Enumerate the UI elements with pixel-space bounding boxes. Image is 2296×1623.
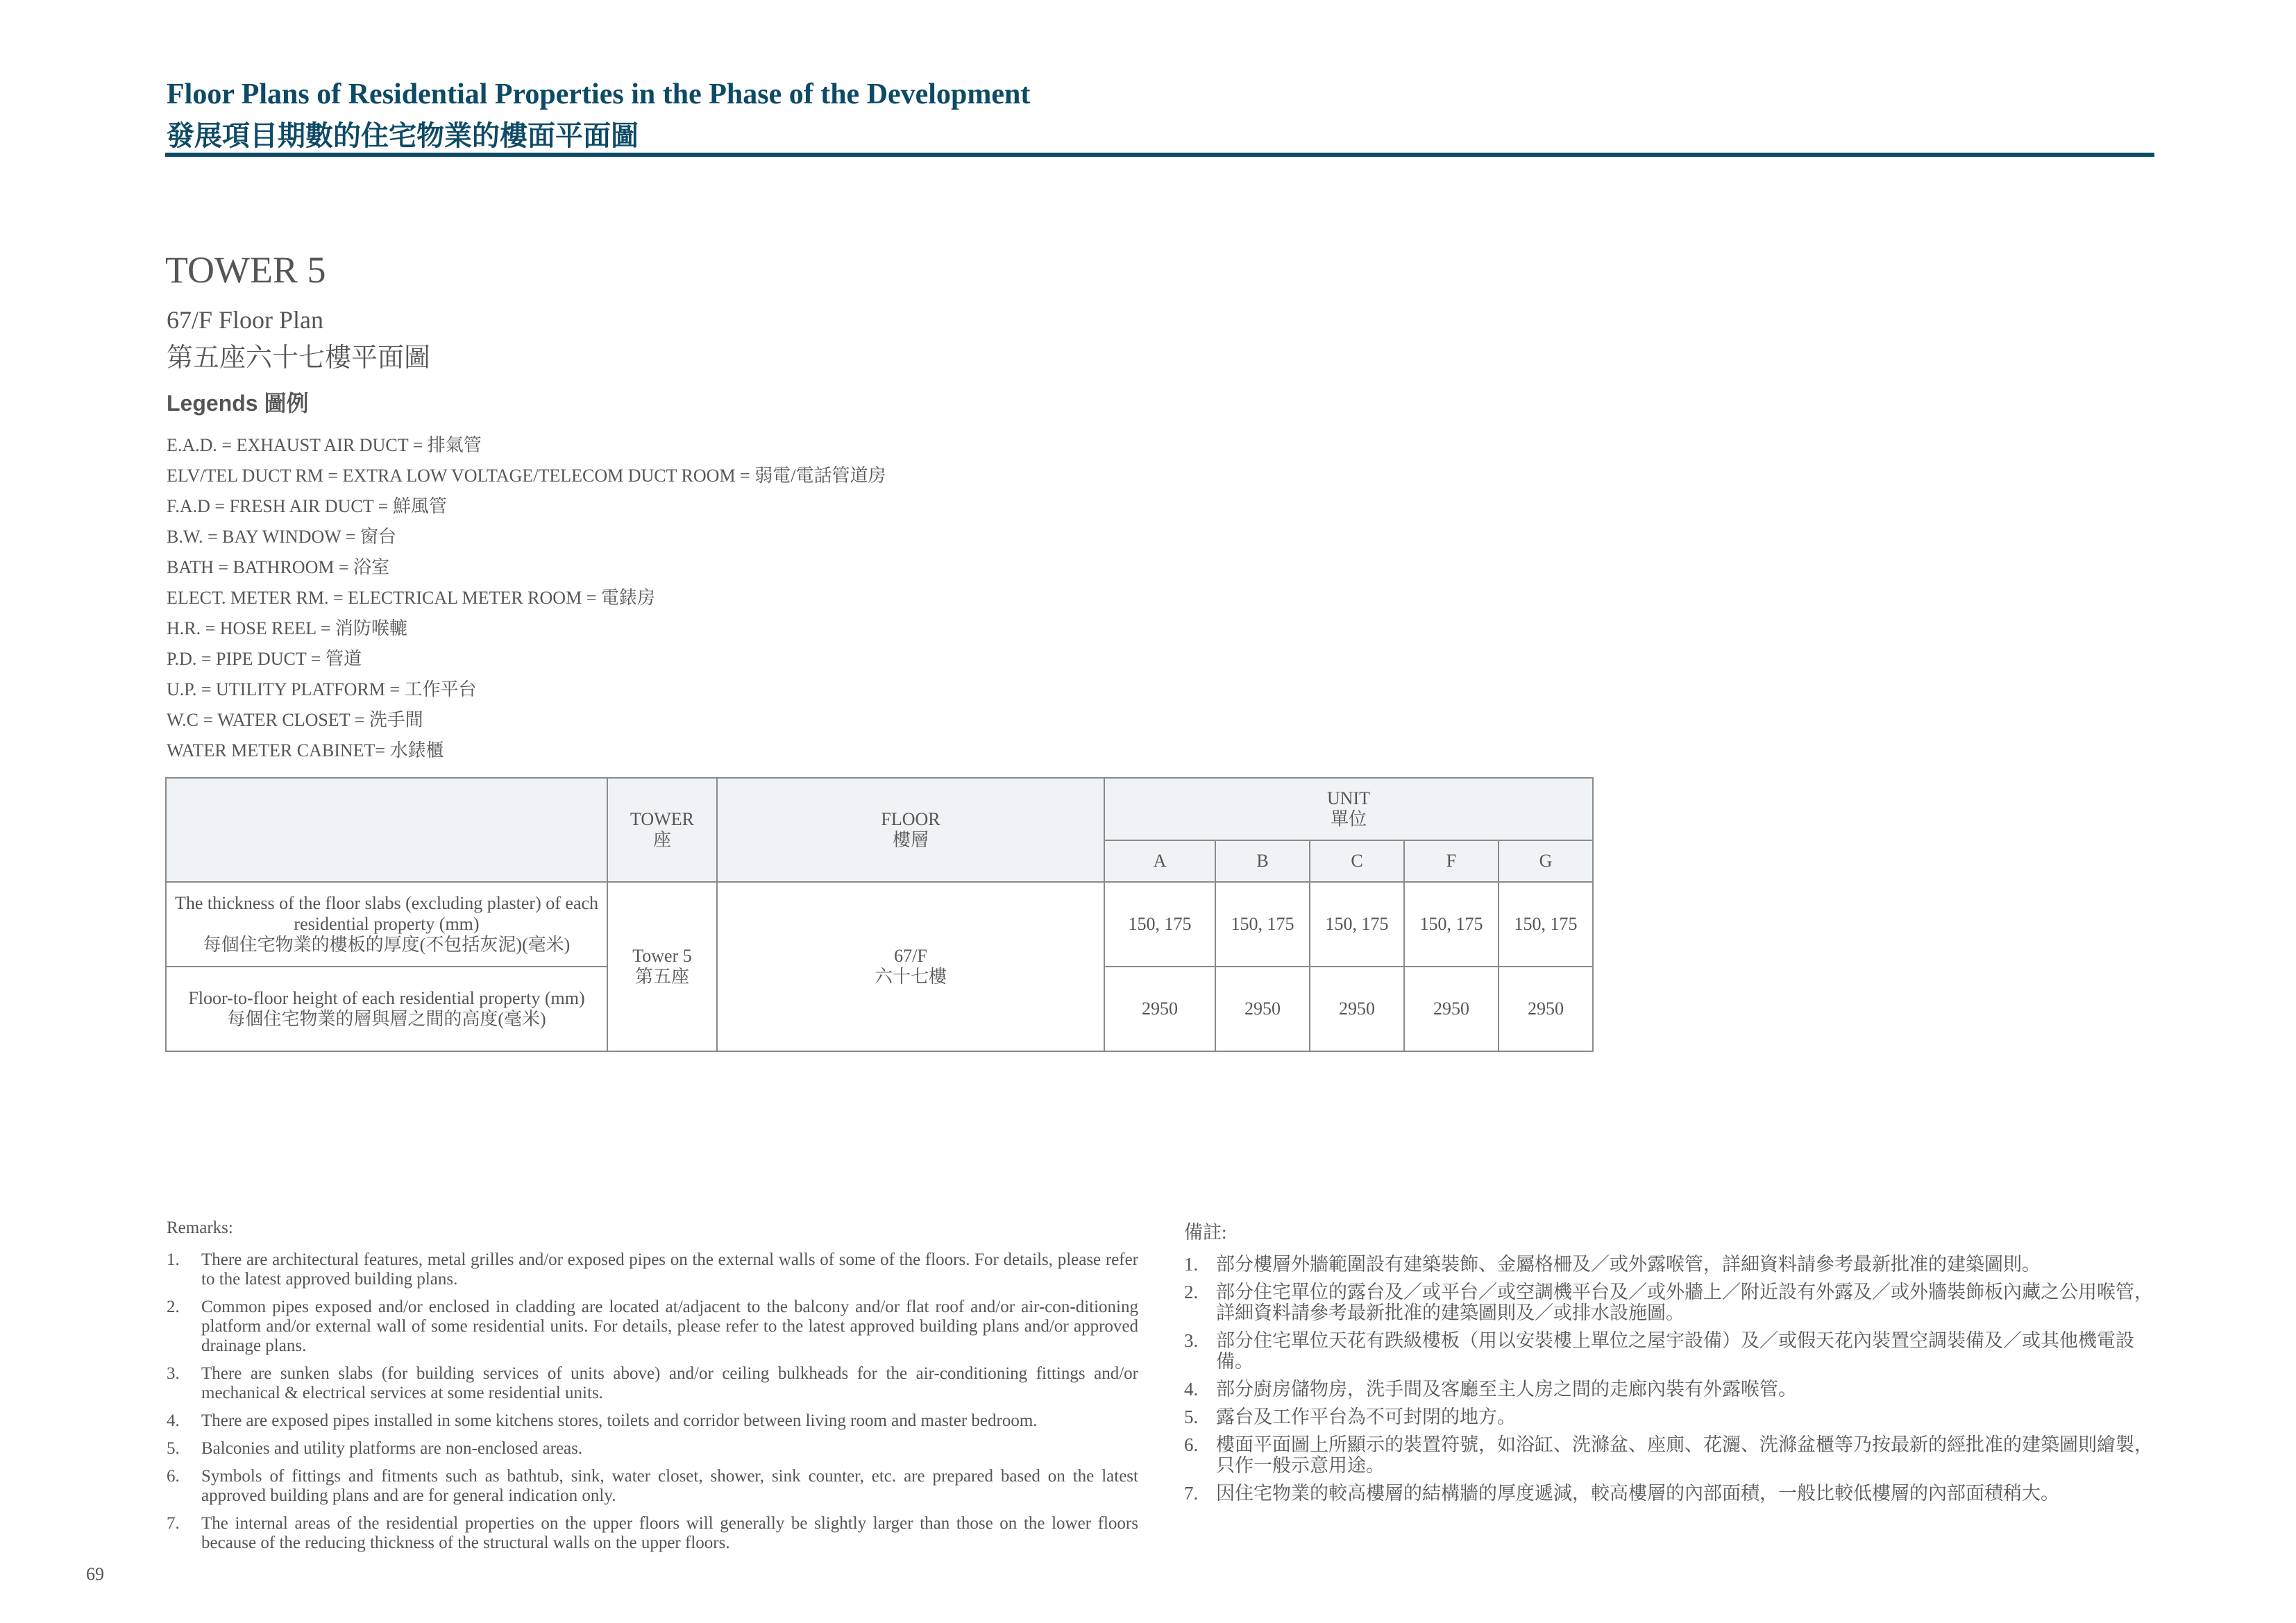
remark-number: 7. xyxy=(1184,1483,1199,1504)
remark-number: 4. xyxy=(167,1411,180,1430)
row-label-zh: 每個住宅物業的層與層之間的高度(毫米) xyxy=(227,1009,546,1029)
row-label-floor-height xyxy=(166,967,607,1051)
remark-item xyxy=(1184,1407,2156,1427)
remarks-en xyxy=(167,1218,1138,1561)
table-header-unit xyxy=(1104,778,1593,840)
remark-item xyxy=(1184,1483,2156,1504)
page-title-zh: 發展項目期數的住宅物業的樓面平面圖 xyxy=(167,120,639,151)
remark-number: 2. xyxy=(1184,1282,1199,1302)
remark-number: 6. xyxy=(1184,1434,1199,1455)
remark-number: 1. xyxy=(167,1250,180,1269)
remark-item xyxy=(1184,1379,2156,1400)
table-header-unit-b: B xyxy=(1215,840,1310,882)
legend-item: H.R. = HOSE REEL = 消防喉轆 xyxy=(167,618,407,638)
remark-item xyxy=(1184,1254,2156,1275)
legend-item: E.A.D. = EXHAUST AIR DUCT = 排氣管 xyxy=(167,435,482,455)
tower-title: TOWER 5 xyxy=(165,249,326,291)
table-header-unit-f: F xyxy=(1404,840,1499,882)
cell-value: 2950 xyxy=(1104,967,1215,1051)
remark-text: 部分廚房儲物房，洗手間及客廳至主人房之間的走廊內裝有外露喉管。 xyxy=(1216,1379,1797,1400)
remark-text: 部分住宅單位的露台及／或平台／或空調機平台及／或外牆上／附近設有外露及／或外牆裝飾板內藏之公用喉管，詳細資料請參考最新批准的建築圖則及／或排水設施圖。 xyxy=(1216,1282,2153,1323)
remark-text: 因住宅物業的較高樓層的結構牆的厚度遞減，較高樓層的內部面積，一般比較低樓層的內部面積稍大。 xyxy=(1216,1483,2059,1504)
remark-item xyxy=(1184,1282,2156,1323)
cell-floor-en: 67/F xyxy=(894,946,927,966)
legend-item: ELV/TEL DUCT RM = EXTRA LOW VOLTAGE/TELECOM DUCT ROOM = 弱電/電話管道房 xyxy=(167,466,886,486)
legend-item: B.W. = BAY WINDOW = 窗台 xyxy=(167,527,396,547)
remarks-zh xyxy=(1184,1217,2156,1511)
remark-number: 3. xyxy=(167,1364,180,1383)
legend-item: U.P. = UTILITY PLATFORM = 工作平台 xyxy=(167,679,477,699)
remarks-heading-en: Remarks: xyxy=(167,1218,233,1237)
cell-value: 150, 175 xyxy=(1404,882,1499,967)
cell-value: 150, 175 xyxy=(1215,882,1310,967)
table-header-unit-c: C xyxy=(1310,840,1404,882)
row-label-en: The thickness of the floor slabs (excluding plaster) of each residential property (mm) xyxy=(174,893,599,934)
remark-text: There are sunken slabs (for building services of units above) and/or ceiling bulkheads for the air-conditioning fittings and/or mechanical & electrical services at some residential units. xyxy=(201,1364,1138,1402)
remark-text: 樓面平面圖上所顯示的裝置符號，如浴缸、洗滌盆、座廁、花灑、洗滌盆櫃等乃按最新的經批准的建築圖則繪製，只作一般示意用途。 xyxy=(1216,1434,2153,1476)
row-label-en: Floor-to-floor height of each residential property (mm) xyxy=(188,988,585,1008)
legend-item: W.C = WATER CLOSET = 洗手間 xyxy=(167,710,423,730)
remark-text: Balconies and utility platforms are non-enclosed areas. xyxy=(201,1439,583,1458)
row-label-slab-thickness xyxy=(166,882,607,967)
remark-text: Symbols of fittings and fitments such as bathtub, sink, water closet, shower, sink counter, etc. are prepared based on the latest approved building plans and are for general indication only. xyxy=(201,1467,1138,1505)
table-header-unit-zh: 單位 xyxy=(1330,809,1367,829)
legend-item: BATH = BATHROOM = 浴室 xyxy=(167,557,390,577)
remark-text: 部分樓層外牆範圍設有建築裝飾、金屬格柵及／或外露喉管，詳細資料請參考最新批准的建築圖則。 xyxy=(1216,1254,2041,1275)
remark-item xyxy=(167,1514,1138,1553)
remark-number: 2. xyxy=(167,1298,180,1316)
table-header-floor xyxy=(717,778,1104,882)
header-divider xyxy=(165,153,2154,157)
remark-text: 部分住宅單位天花有跌級樓板（用以安裝樓上單位之屋宇設備）及／或假天花內裝置空調裝備及／或其他機電設備。 xyxy=(1216,1330,2134,1372)
table-header-blank xyxy=(166,778,607,882)
remark-text: 露台及工作平台為不可封閉的地方。 xyxy=(1216,1407,1516,1427)
cell-value: 150, 175 xyxy=(1104,882,1215,967)
page-title-en: Floor Plans of Residential Properties in the Phase of the Development xyxy=(167,78,1031,110)
remark-item xyxy=(167,1298,1138,1356)
table-row xyxy=(166,882,1593,967)
cell-value: 2950 xyxy=(1404,967,1499,1051)
table-header-tower-en: TOWER xyxy=(630,809,694,829)
legend-list xyxy=(167,430,886,766)
table-header-tower-zh: 座 xyxy=(652,830,671,850)
cell-value: 150, 175 xyxy=(1499,882,1593,967)
floor-spec-table xyxy=(165,777,1594,1052)
remark-item xyxy=(1184,1434,2156,1476)
table-header-floor-en: FLOOR xyxy=(881,809,940,829)
remark-number: 4. xyxy=(1184,1379,1199,1400)
cell-floor-zh: 六十七樓 xyxy=(874,967,947,987)
remark-number: 6. xyxy=(167,1467,180,1486)
legends-heading: Legends 圖例 xyxy=(167,391,309,416)
remark-text: The internal areas of the residential properties on the upper floors will generally be slightly larger than those on the lower floors because of the reducing thickness of the structural walls on the upper floors. xyxy=(201,1514,1138,1552)
remark-number: 5. xyxy=(167,1439,180,1458)
floor-plan-title-zh: 第五座六十七樓平面圖 xyxy=(167,343,431,373)
remark-number: 7. xyxy=(167,1514,180,1533)
remark-text: There are architectural features, metal grilles and/or exposed pipes on the external walls of some of the floors. For details, please refer to the latest approved building plans. xyxy=(201,1250,1138,1289)
remark-number: 1. xyxy=(1184,1254,1199,1275)
page-number: 69 xyxy=(86,1564,104,1584)
remark-item xyxy=(167,1439,1138,1459)
table-header-unit-a: A xyxy=(1104,840,1215,882)
remark-item xyxy=(167,1364,1138,1403)
row-label-zh: 每個住宅物業的樓板的厚度(不包括灰泥)(毫米) xyxy=(203,935,571,955)
remarks-heading-zh: 備註: xyxy=(1184,1222,1227,1243)
cell-tower-en: Tower 5 xyxy=(632,946,692,966)
table-header-floor-zh: 樓層 xyxy=(892,830,929,850)
remark-number: 5. xyxy=(1184,1407,1199,1427)
remark-item xyxy=(1184,1330,2156,1372)
table-header-tower xyxy=(607,778,717,882)
floor-plan-title-en: 67/F Floor Plan xyxy=(167,306,324,334)
remark-item xyxy=(167,1250,1138,1289)
remark-item xyxy=(167,1411,1138,1431)
cell-value: 2950 xyxy=(1310,967,1404,1051)
remark-text: There are exposed pipes installed in some kitchens stores, toilets and corridor between living room and master bedroom. xyxy=(201,1411,1038,1430)
cell-floor xyxy=(717,882,1104,1051)
cell-tower-zh: 第五座 xyxy=(634,967,689,987)
remark-number: 3. xyxy=(1184,1330,1199,1351)
table-header-unit-en: UNIT xyxy=(1326,788,1371,808)
remark-text: Common pipes exposed and/or enclosed in cladding are located at/adjacent to the balcony and/or flat roof and/or air-con-ditioning platform and/or external wall of some residential units. For details, please refer to the latest approved building plans and/or approved drainage plans. xyxy=(201,1298,1138,1355)
legend-item: WATER METER CABINET= 水錶櫃 xyxy=(167,740,444,760)
cell-value: 150, 175 xyxy=(1310,882,1404,967)
remark-item xyxy=(167,1467,1138,1506)
cell-value: 2950 xyxy=(1499,967,1593,1051)
legend-item: P.D. = PIPE DUCT = 管道 xyxy=(167,649,362,669)
legend-item: ELECT. METER RM. = ELECTRICAL METER ROOM = 電錶房 xyxy=(167,588,655,608)
legend-item: F.A.D = FRESH AIR DUCT = 鮮風管 xyxy=(167,496,447,516)
table-header-unit-g: G xyxy=(1499,840,1593,882)
cell-tower xyxy=(607,882,717,1051)
cell-value: 2950 xyxy=(1215,967,1310,1051)
